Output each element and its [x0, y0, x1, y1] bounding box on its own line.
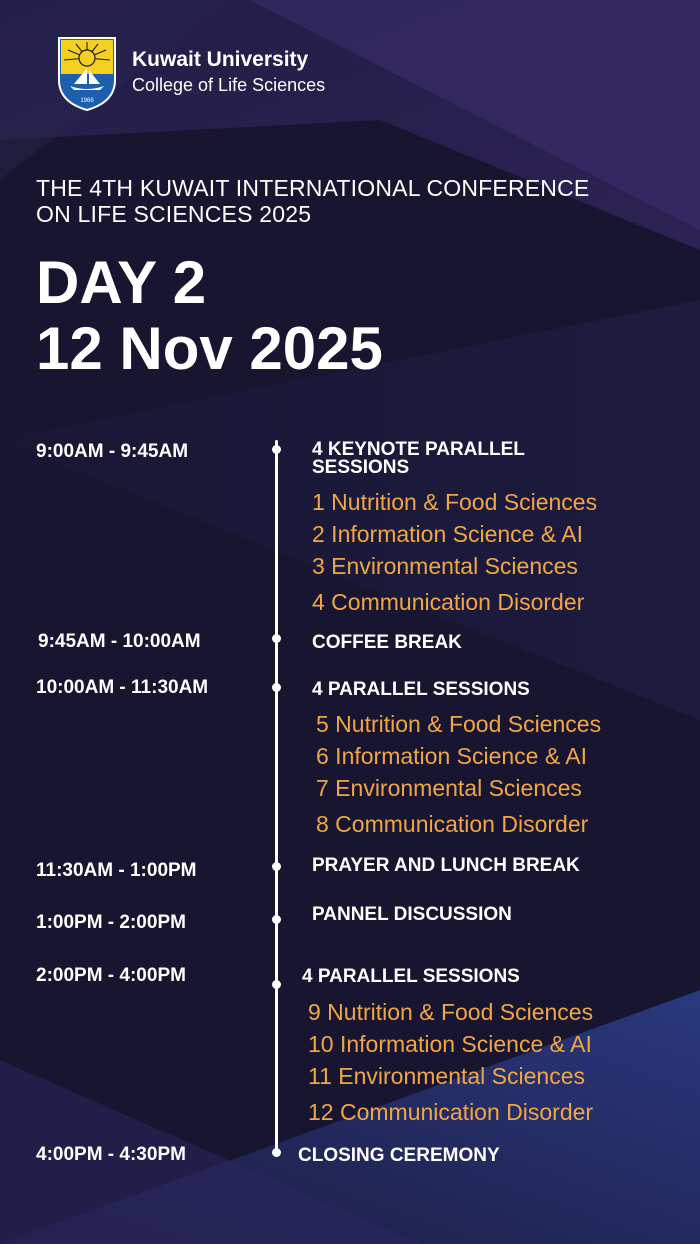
slot-time: 1:00PM - 2:00PM — [36, 912, 186, 933]
session-topic: 5 Nutrition & Food Sciences — [316, 711, 602, 737]
slot-title: COFFEE BREAK — [312, 632, 462, 653]
day-label: DAY 2 — [36, 249, 207, 316]
date-label: 12 Nov 2025 — [36, 315, 383, 382]
session-topic: 7 Environmental Sciences — [316, 775, 582, 801]
slot-title-line2: SESSIONS — [312, 457, 410, 478]
slot-time: 10:00AM - 11:30AM — [36, 677, 209, 698]
timeline-dot — [272, 445, 281, 454]
session-topic: 6 Information Science & AI — [316, 743, 588, 769]
kuwait-university-logo — [56, 34, 118, 112]
timeline-dot — [272, 862, 281, 871]
session-topic: 4 Communication Disorder — [312, 589, 585, 615]
session-topic: 1 Nutrition & Food Sciences — [312, 489, 598, 515]
slot-time: 9:45AM - 10:00AM — [38, 631, 201, 652]
conference-title-line2: ON LIFE SCIENCES 2025 — [36, 201, 312, 227]
slot-title: 4 PARALLEL SESSIONS — [302, 966, 520, 987]
session-topic: 9 Nutrition & Food Sciences — [308, 999, 594, 1025]
logo-year: 1966 — [80, 98, 94, 104]
timeline-dot — [272, 634, 281, 643]
college-name: College of Life Sciences — [132, 75, 326, 95]
slot-title: 4 PARALLEL SESSIONS — [312, 679, 530, 700]
university-name: Kuwait University — [132, 48, 309, 71]
brand-block — [132, 47, 325, 97]
timeline-dot — [272, 980, 281, 989]
timeline-dot — [272, 915, 281, 924]
slot-time: 9:00AM - 9:45AM — [36, 441, 189, 462]
slot-time: 2:00PM - 4:00PM — [36, 965, 186, 986]
session-topic: 11 Environmental Sciences — [308, 1063, 585, 1089]
slot-title-line1: 4 KEYNOTE PARALLEL — [312, 439, 525, 460]
slot-title: PANNEL DISCUSSION — [312, 904, 512, 925]
slot-time: 4:00PM - 4:30PM — [36, 1144, 186, 1165]
conference-title — [36, 175, 676, 227]
slot-title: PRAYER AND LUNCH BREAK — [312, 855, 580, 876]
timeline-line — [275, 440, 278, 1152]
slot-time: 11:30AM - 1:00PM — [36, 860, 197, 881]
session-topic: 12 Communication Disorder — [308, 1099, 594, 1125]
session-topic: 8 Communication Disorder — [316, 811, 589, 837]
session-topic: 3 Environmental Sciences — [312, 553, 578, 579]
session-topic: 2 Information Science & AI — [312, 521, 584, 547]
timeline-dot — [272, 1148, 281, 1157]
session-topic: 10 Information Science & AI — [308, 1031, 592, 1057]
conference-title-line1: THE 4TH KUWAIT INTERNATIONAL CONFERENCE — [36, 175, 590, 201]
slot-title: CLOSING CEREMONY — [298, 1145, 500, 1166]
timeline-dot — [272, 683, 281, 692]
